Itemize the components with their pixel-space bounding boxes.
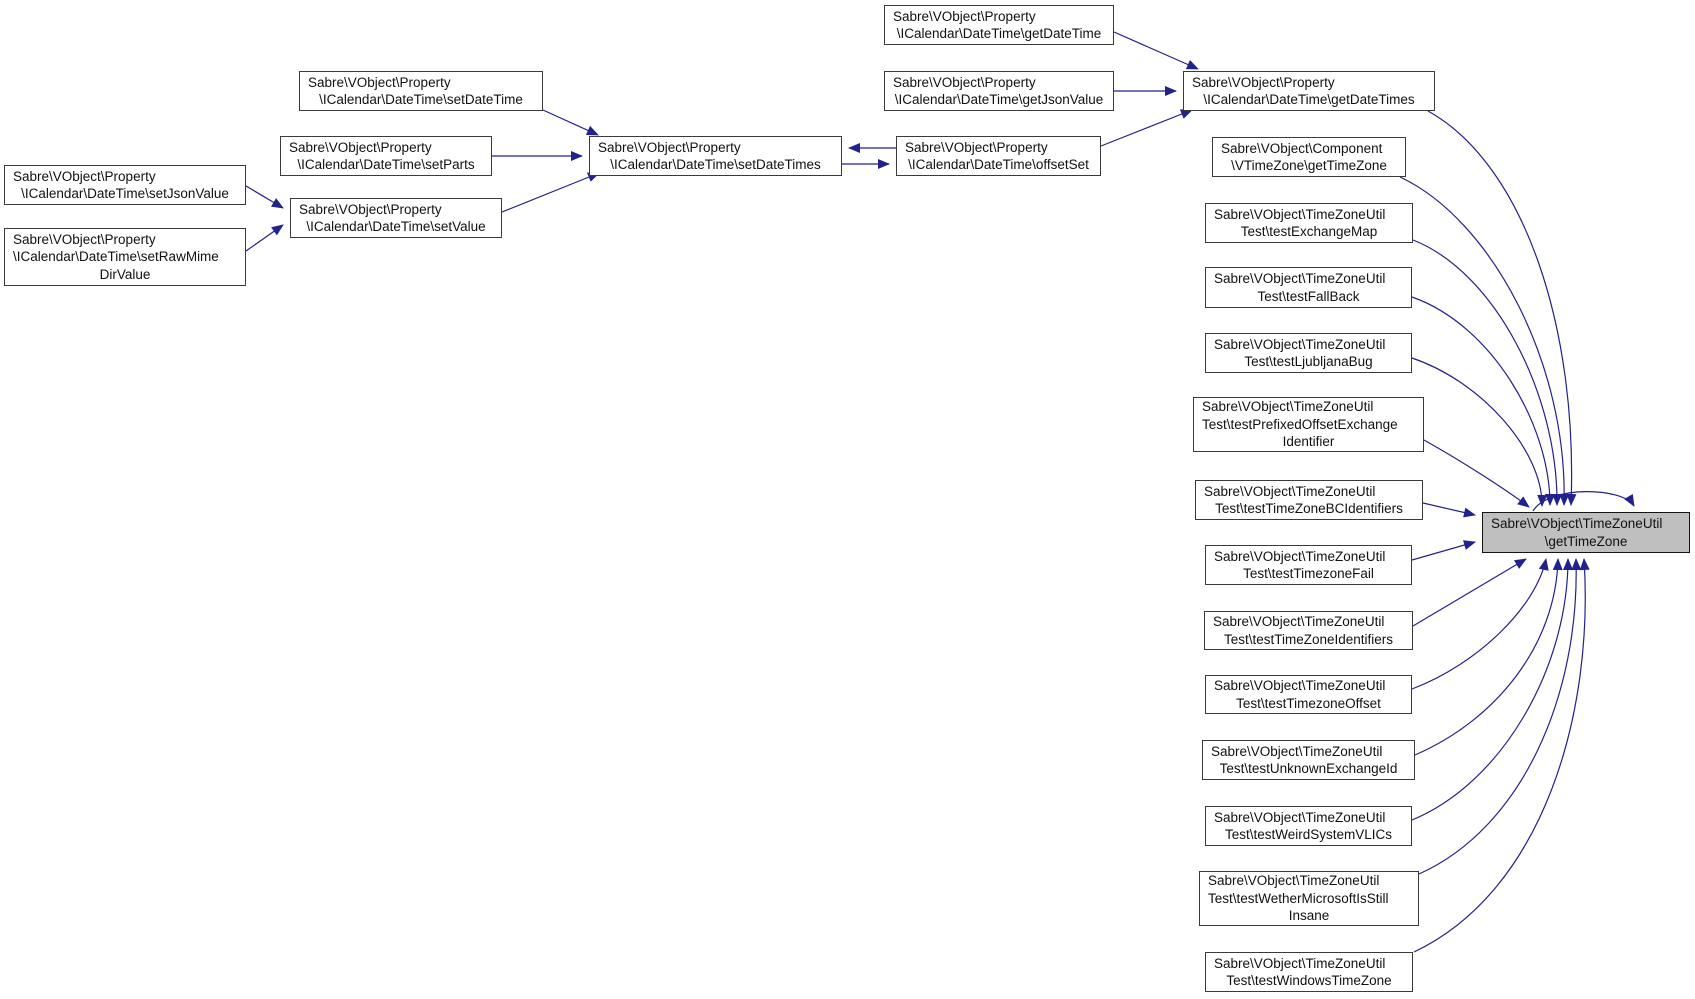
node-test-unknown-exchange-id[interactable]: Sabre\VObject\TimeZoneUtil Test\testUnknownExchangeId: [1202, 740, 1415, 780]
node-test-prefixed-offset-exchange-identifier[interactable]: Sabre\VObject\TimeZoneUtil Test\testPrefixedOffsetExchange Identifier: [1193, 397, 1424, 452]
node-test-windows-time-zone[interactable]: Sabre\VObject\TimeZoneUtil Test\testWindowsTimeZone: [1205, 952, 1413, 992]
edge-gettimezone-self-loop: [1533, 492, 1634, 511]
edge-testexchangemap-gettimezone: [1413, 240, 1557, 505]
node-set-date-times[interactable]: Sabre\VObject\Property \ICalendar\DateTime\setDateTimes: [589, 136, 842, 176]
edge-testweirdsystemvlics-gettimezone: [1412, 559, 1568, 820]
node-test-exchange-map[interactable]: Sabre\VObject\TimeZoneUtil Test\testExchangeMap: [1205, 203, 1413, 243]
node-get-date-time[interactable]: Sabre\VObject\Property \ICalendar\DateTime\getDateTime: [884, 5, 1114, 45]
node-get-date-times[interactable]: Sabre\VObject\Property \ICalendar\DateTime\getDateTimes: [1183, 71, 1435, 111]
edge-testljubljanabug-gettimezone: [1412, 358, 1542, 506]
edge-getdatetimes-gettimezone: [1428, 111, 1572, 505]
node-offset-set[interactable]: Sabre\VObject\Property \ICalendar\DateTime\offsetSet: [896, 136, 1101, 176]
node-set-value[interactable]: Sabre\VObject\Property \ICalendar\DateTime\setValue: [290, 198, 502, 238]
node-get-json-value[interactable]: Sabre\VObject\Property \ICalendar\DateTime\getJsonValue: [884, 71, 1114, 111]
edge-vtimezonegettimezone-gettimezone: [1400, 177, 1564, 505]
node-test-ljubljana-bug[interactable]: Sabre\VObject\TimeZoneUtil Test\testLjubljanaBug: [1205, 333, 1412, 373]
edge-setrawmimedirvalue-setvalue: [246, 225, 283, 251]
edge-testtimezonebcidentifiers-gettimezone: [1423, 503, 1475, 515]
edge-setvalue-setdatetimes: [502, 173, 599, 212]
node-test-wether-microsoft-is-still-insane[interactable]: Sabre\VObject\TimeZoneUtil Test\testWetherMicrosoftIsStill Insane: [1199, 871, 1419, 926]
node-set-raw-mime-dir-value[interactable]: Sabre\VObject\Property \ICalendar\DateTime\setRawMime DirValue: [4, 228, 246, 286]
edge-testprefixedoffsetexchangeidentifier-gettimezone: [1424, 440, 1529, 507]
edge-getdatetime-getdatetimes: [1114, 32, 1198, 69]
edge-setdatetime-setdatetimes: [543, 110, 598, 135]
node-test-weird-system-vlics[interactable]: Sabre\VObject\TimeZoneUtil Test\testWeirdSystemVLICs: [1205, 806, 1412, 846]
node-test-timezone-offset[interactable]: Sabre\VObject\TimeZoneUtil Test\testTimezoneOffset: [1205, 675, 1412, 714]
node-test-time-zone-identifiers[interactable]: Sabre\VObject\TimeZoneUtil Test\testTimeZoneIdentifiers: [1204, 611, 1413, 650]
node-set-json-value[interactable]: Sabre\VObject\Property \ICalendar\DateTime\setJsonValue: [4, 165, 246, 205]
node-set-parts[interactable]: Sabre\VObject\Property \ICalendar\DateTime\setParts: [280, 136, 492, 176]
node-test-fall-back[interactable]: Sabre\VObject\TimeZoneUtil Test\testFallBack: [1205, 267, 1412, 308]
edge-testtimezoneidentifiers-gettimezone: [1413, 559, 1526, 626]
node-test-time-zone-bc-identifiers[interactable]: Sabre\VObject\TimeZoneUtil Test\testTimeZoneBCIdentifiers: [1195, 480, 1423, 520]
edge-testwethermicrosoftisstillinsane-gettimezone: [1419, 559, 1576, 874]
edge-testtimezonefail-gettimezone: [1412, 542, 1475, 560]
edge-setjsonvalue-setvalue: [246, 186, 283, 208]
edge-testtimezoneoffset-gettimezone: [1412, 559, 1546, 689]
edge-testunknownexchangeid-gettimezone: [1415, 559, 1558, 755]
node-get-time-zone-focus: Sabre\VObject\TimeZoneUtil \getTimeZone: [1482, 512, 1690, 553]
node-test-timezone-fail[interactable]: Sabre\VObject\TimeZoneUtil Test\testTimezoneFail: [1205, 545, 1412, 585]
edge-testwindowstimezone-gettimezone: [1414, 559, 1585, 952]
edge-offsetset-getdatetimes: [1101, 110, 1192, 146]
node-set-date-time[interactable]: Sabre\VObject\Property \ICalendar\DateTime\setDateTime: [299, 71, 543, 111]
node-vtimezone-get-time-zone[interactable]: Sabre\VObject\Component \VTimeZone\getTimeZone: [1212, 137, 1406, 177]
